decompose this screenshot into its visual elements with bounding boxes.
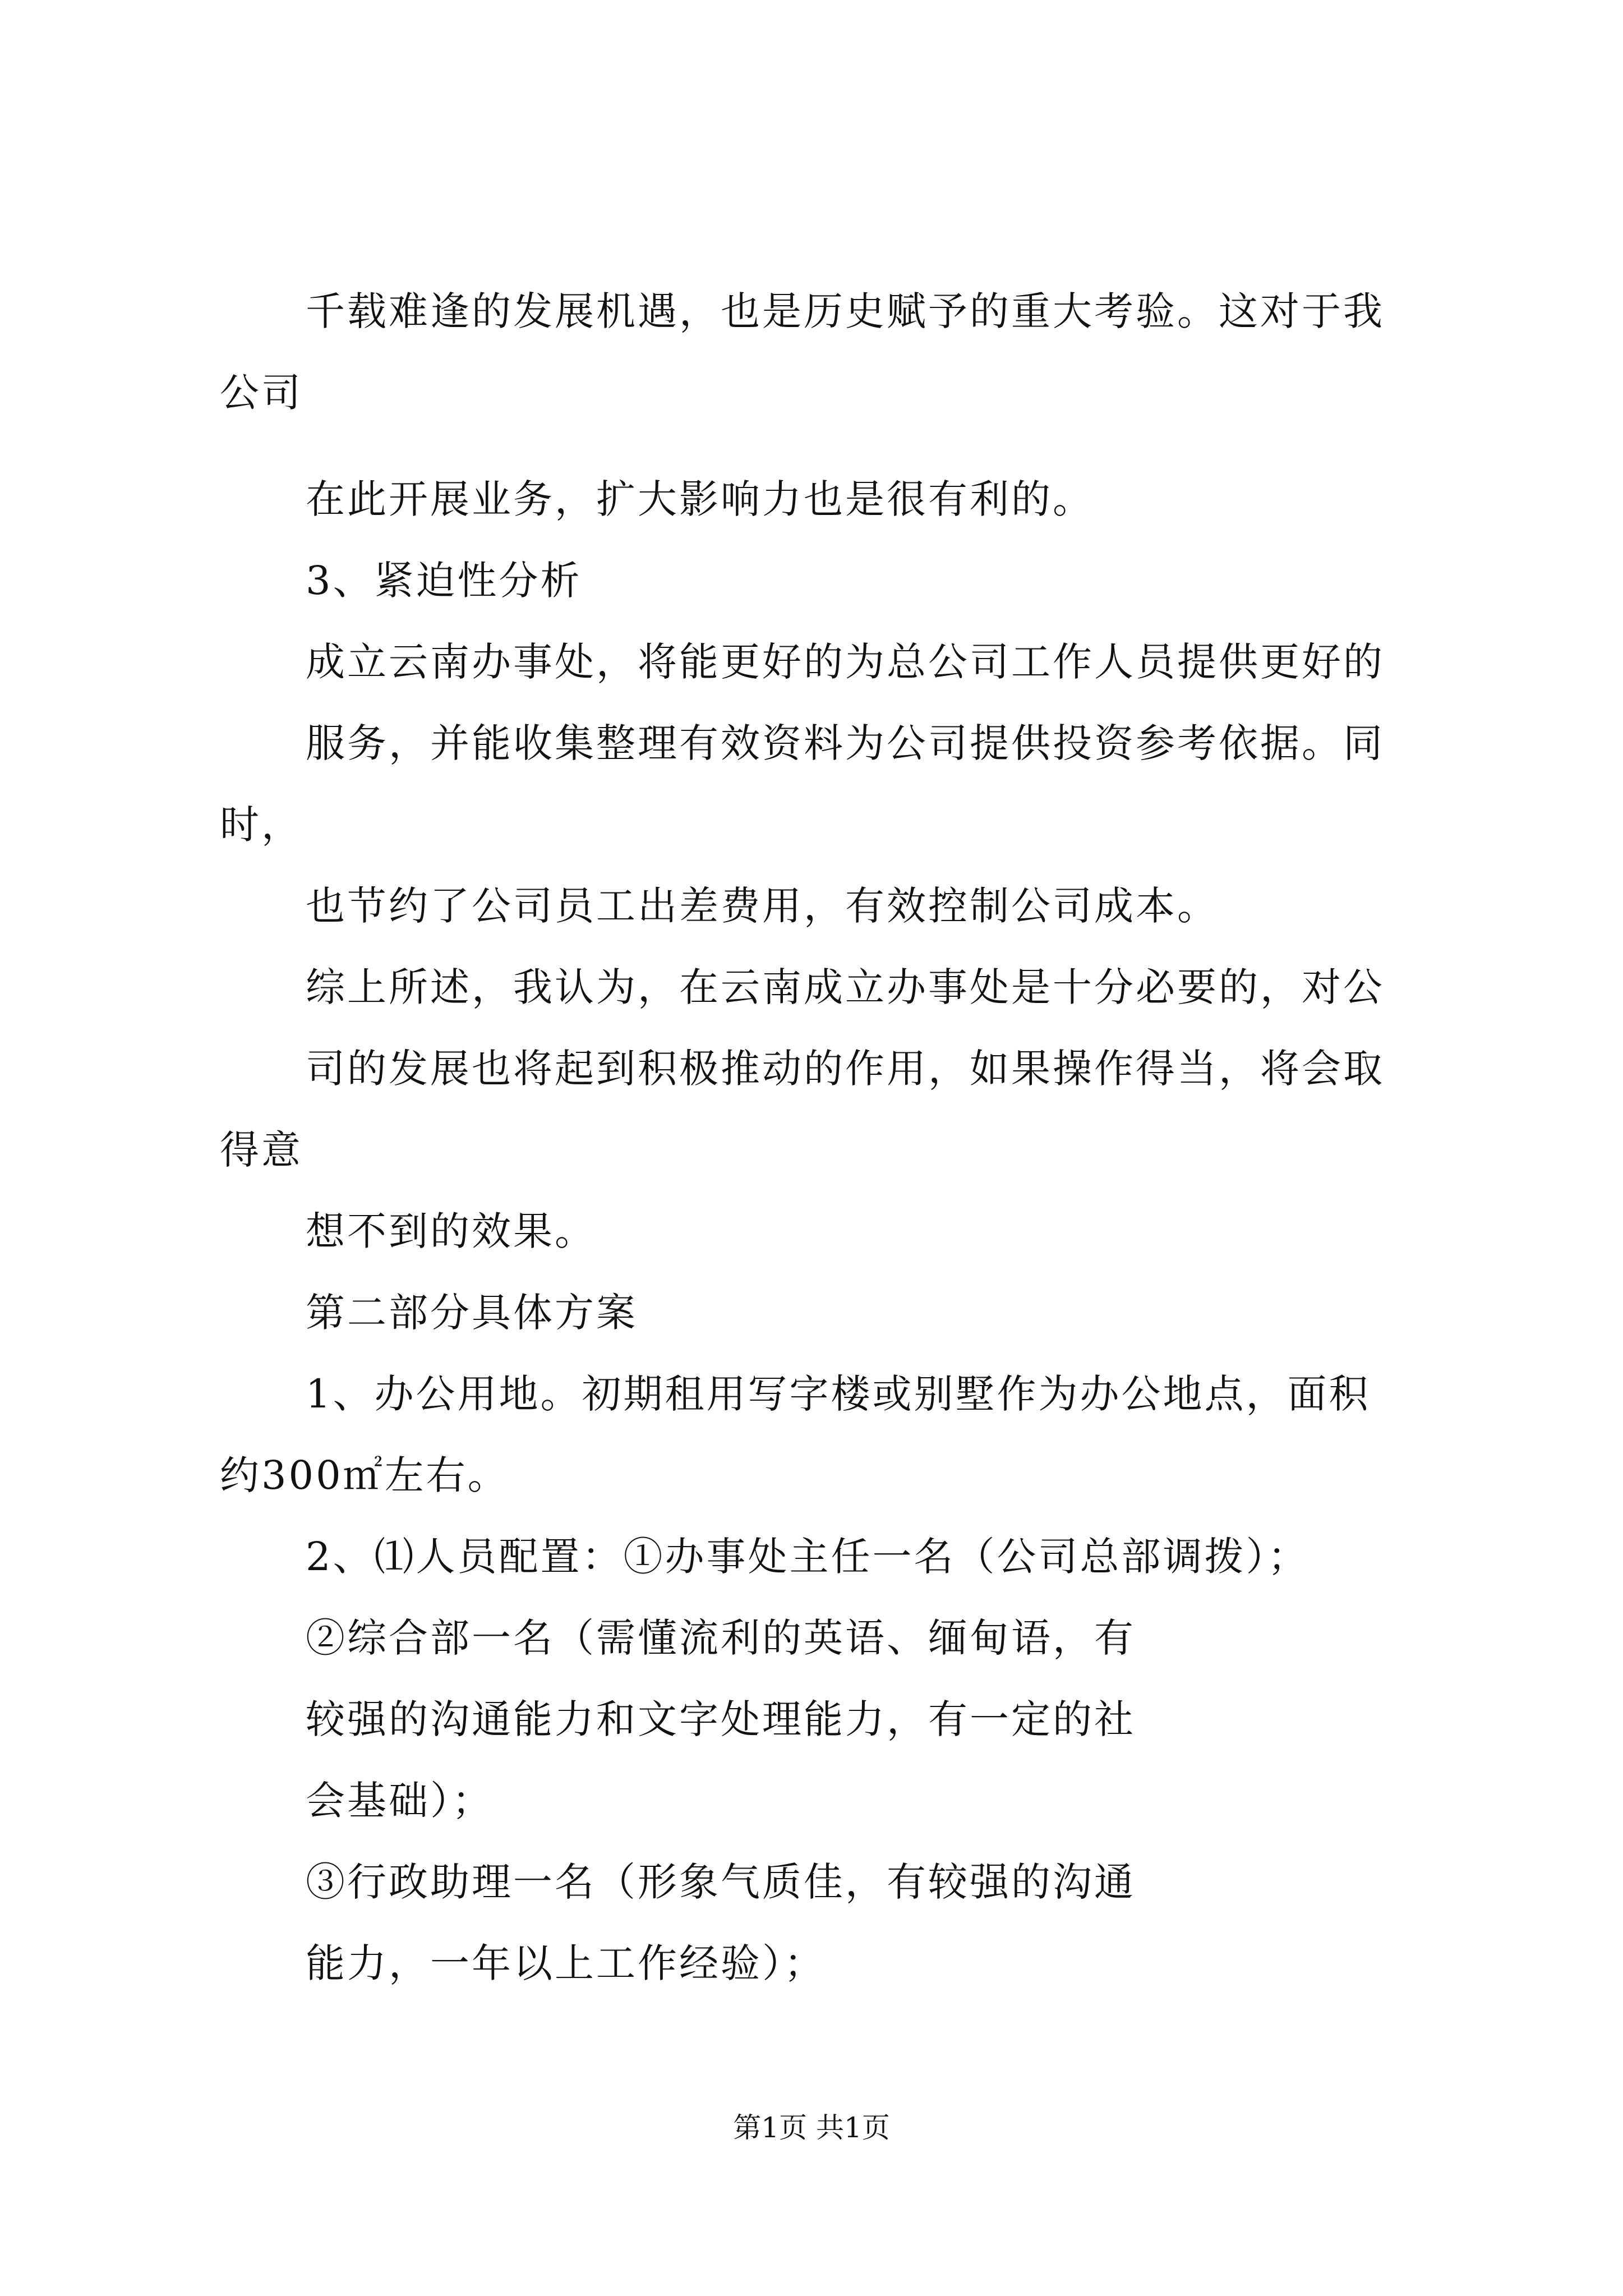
text-line: 2、⑴人员配置：①办事处主任一名（公司总部调拨）； — [306, 1534, 1310, 1580]
text-line: ③行政助理一名（形象气质佳，有较强的沟通 — [306, 1859, 1136, 1905]
text-line: 能力，一年以上工作经验）； — [306, 1940, 826, 1986]
text-line: 千载难逢的发展机遇，也是历史赋予的重大考验。这对于我 — [306, 288, 1385, 334]
text-line: 1、办公用地。初期租用写字楼或别墅作为办公地点，面积 — [306, 1371, 1371, 1417]
text-line: 想不到的效果。 — [306, 1208, 596, 1254]
text-line: 服务，并能收集整理有效资料为公司提供投资参考依据。同 — [306, 720, 1385, 766]
text-line: 较强的沟通能力和文字处理能力，有一定的社 — [306, 1696, 1136, 1742]
text-line: 综上所述，我认为，在云南成立办事处是十分必要的，对公 — [306, 964, 1385, 1010]
text-line: 成立云南办事处，将能更好的为总公司工作人员提供更好的 — [306, 639, 1385, 685]
text-line: 也节约了公司员工出差费用，有效控制公司成本。 — [306, 883, 1219, 929]
text-line: 约300㎡左右。 — [220, 1452, 509, 1498]
text-line: 会基础）； — [306, 1778, 494, 1824]
text-line: 得意 — [220, 1127, 303, 1173]
text-line: ②综合部一名（需懂流利的英语、缅甸语，有 — [306, 1615, 1136, 1661]
text-line: 公司 — [220, 370, 303, 416]
text-line: 时， — [220, 802, 303, 848]
page-footer: 第1页 共1页 — [733, 2111, 890, 2144]
section-heading: 第二部分具体方案 — [306, 1290, 638, 1336]
section-heading: 3、紧迫性分析 — [306, 558, 582, 604]
text-line: 司的发展也将起到积极推动的作用，如果操作得当，将会取 — [306, 1046, 1385, 1092]
text-line: 在此开展业务，扩大影响力也是很有利的。 — [306, 476, 1094, 522]
